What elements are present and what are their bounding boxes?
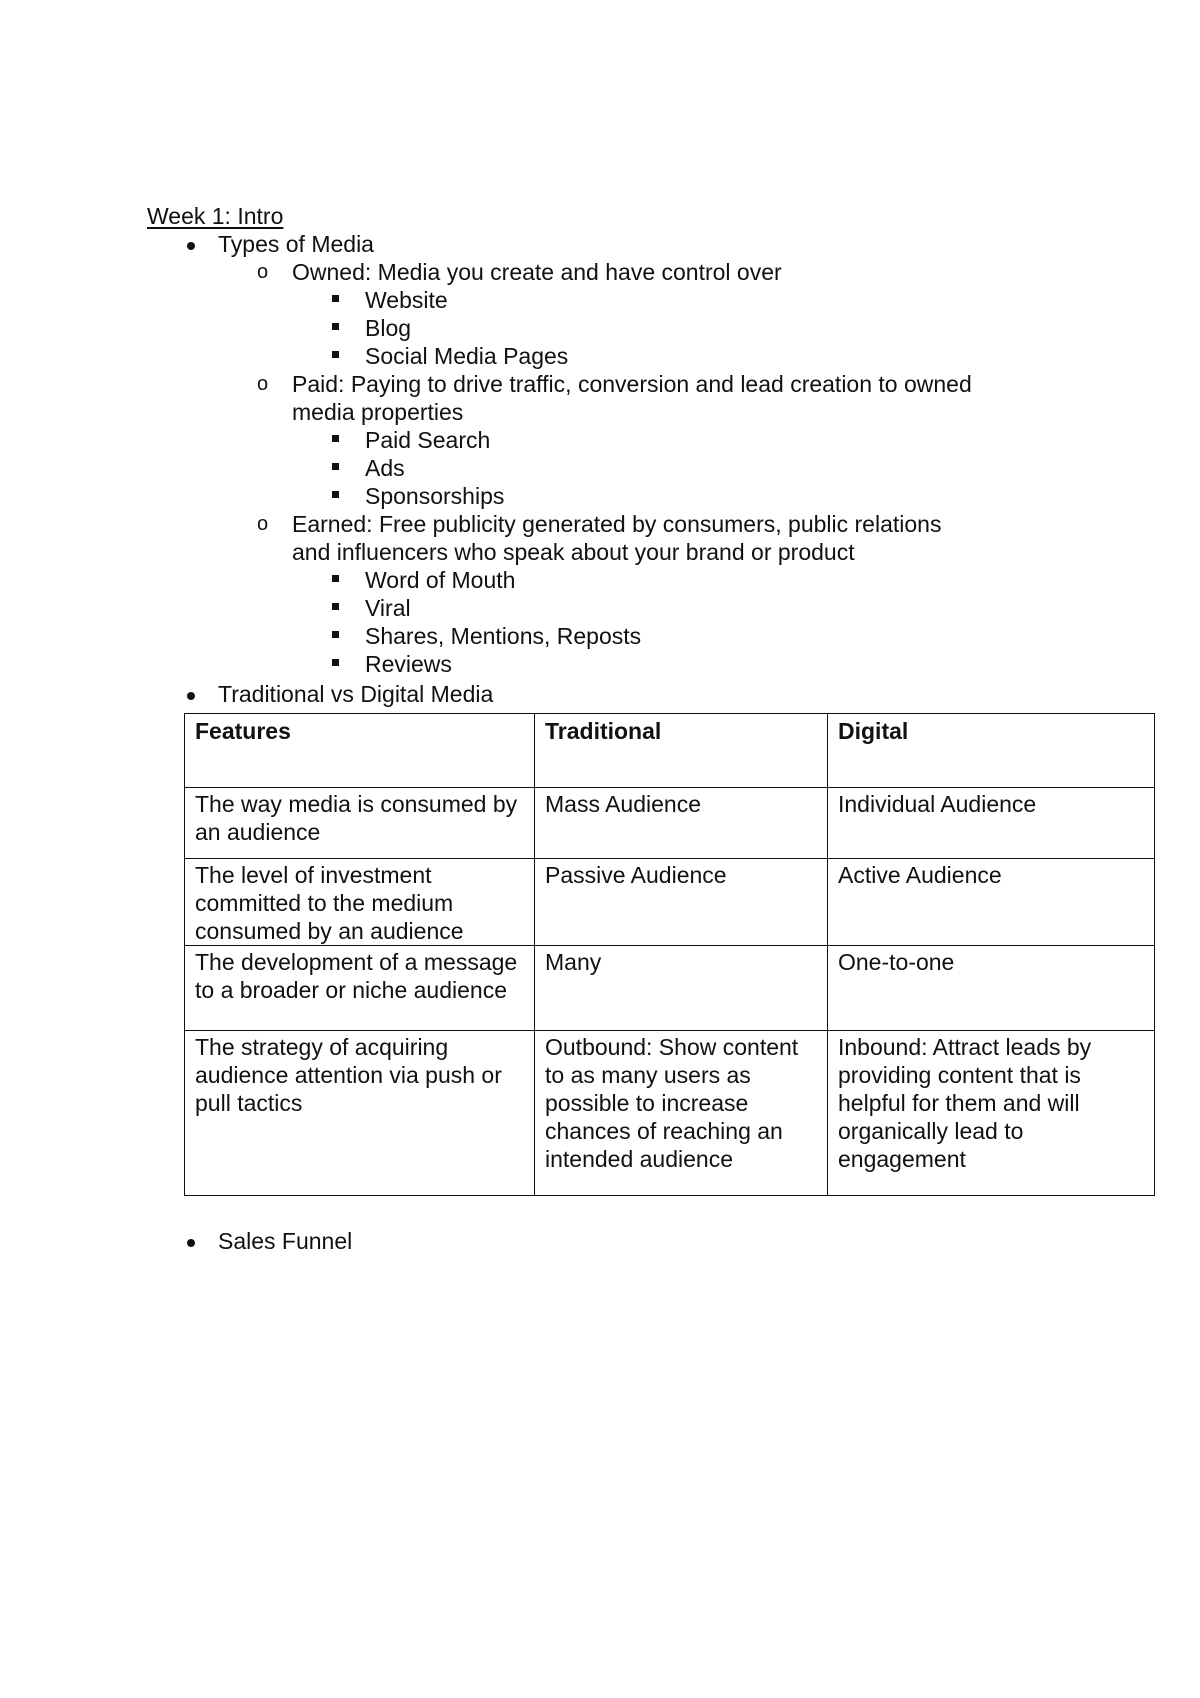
heading-sales-funnel: Sales Funnel <box>218 1228 353 1254</box>
table-cell: The strategy of acquiring audience attention via push or pull tactics <box>185 1031 535 1196</box>
earned-item: Reviews <box>365 651 452 677</box>
paid-label-line2: media properties <box>292 399 464 425</box>
circle-bullet-icon: o <box>257 373 269 395</box>
paid-item: Ads <box>365 455 405 481</box>
earned-item: Shares, Mentions, Reposts <box>365 623 642 649</box>
heading-types-of-media: Types of Media <box>218 231 374 257</box>
bullet-dot-icon <box>187 1239 195 1247</box>
table-header-cell: Digital <box>828 714 1155 788</box>
comparison-table <box>184 713 1155 1196</box>
table-cell: Active Audience <box>828 859 1155 946</box>
table-row <box>185 1031 1155 1196</box>
paid-item: Paid Search <box>365 427 491 453</box>
table-cell: Inbound: Attract leads by providing content that is helpful for them and will organically lead to engagement <box>828 1031 1155 1196</box>
table-cell: Outbound: Show content to as many users as possible to increase chances of reaching an intended audience <box>535 1031 828 1196</box>
paid-label-line1: Paid: Paying to drive traffic, conversion and lead creation to owned <box>292 371 972 397</box>
square-bullet-icon <box>332 491 339 498</box>
square-bullet-icon <box>332 323 339 330</box>
owned-label: Owned: Media you create and have control over <box>292 259 782 285</box>
square-bullet-icon <box>332 435 339 442</box>
table-cell: Passive Audience <box>535 859 828 946</box>
bullet-dot-icon <box>187 692 195 700</box>
heading-traditional-vs-digital: Traditional vs Digital Media <box>218 681 494 707</box>
earned-item: Viral <box>365 595 411 621</box>
square-bullet-icon <box>332 575 339 582</box>
table-cell: Mass Audience <box>535 788 828 859</box>
table-cell: The level of investment committed to the medium consumed by an audience <box>185 859 535 946</box>
earned-label-line1: Earned: Free publicity generated by consumers, public relations <box>292 511 942 537</box>
bullet-dot-icon <box>187 242 195 250</box>
square-bullet-icon <box>332 603 339 610</box>
table-row <box>185 859 1155 946</box>
table-row <box>185 946 1155 1031</box>
square-bullet-icon <box>332 463 339 470</box>
table-cell: Individual Audience <box>828 788 1155 859</box>
square-bullet-icon <box>332 631 339 638</box>
circle-bullet-icon: o <box>257 513 269 535</box>
page-title: Week 1: Intro <box>147 203 284 229</box>
square-bullet-icon <box>332 295 339 302</box>
paid-item: Sponsorships <box>365 483 505 509</box>
earned-label-line2: and influencers who speak about your brand or product <box>292 539 855 565</box>
table-row <box>185 788 1155 859</box>
table-cell: The development of a message to a broader or niche audience <box>185 946 535 1031</box>
square-bullet-icon <box>332 659 339 666</box>
owned-item: Website <box>365 287 448 313</box>
table-cell: Many <box>535 946 828 1031</box>
owned-item: Blog <box>365 315 412 341</box>
table-cell: The way media is consumed by an audience <box>185 788 535 859</box>
table-cell: One-to-one <box>828 946 1155 1031</box>
table-header-cell: Traditional <box>535 714 828 788</box>
owned-item: Social Media Pages <box>365 343 569 369</box>
circle-bullet-icon: o <box>257 261 269 283</box>
table-header-row <box>185 714 1155 788</box>
earned-item: Word of Mouth <box>365 567 516 593</box>
table-header-cell: Features <box>185 714 535 788</box>
square-bullet-icon <box>332 351 339 358</box>
